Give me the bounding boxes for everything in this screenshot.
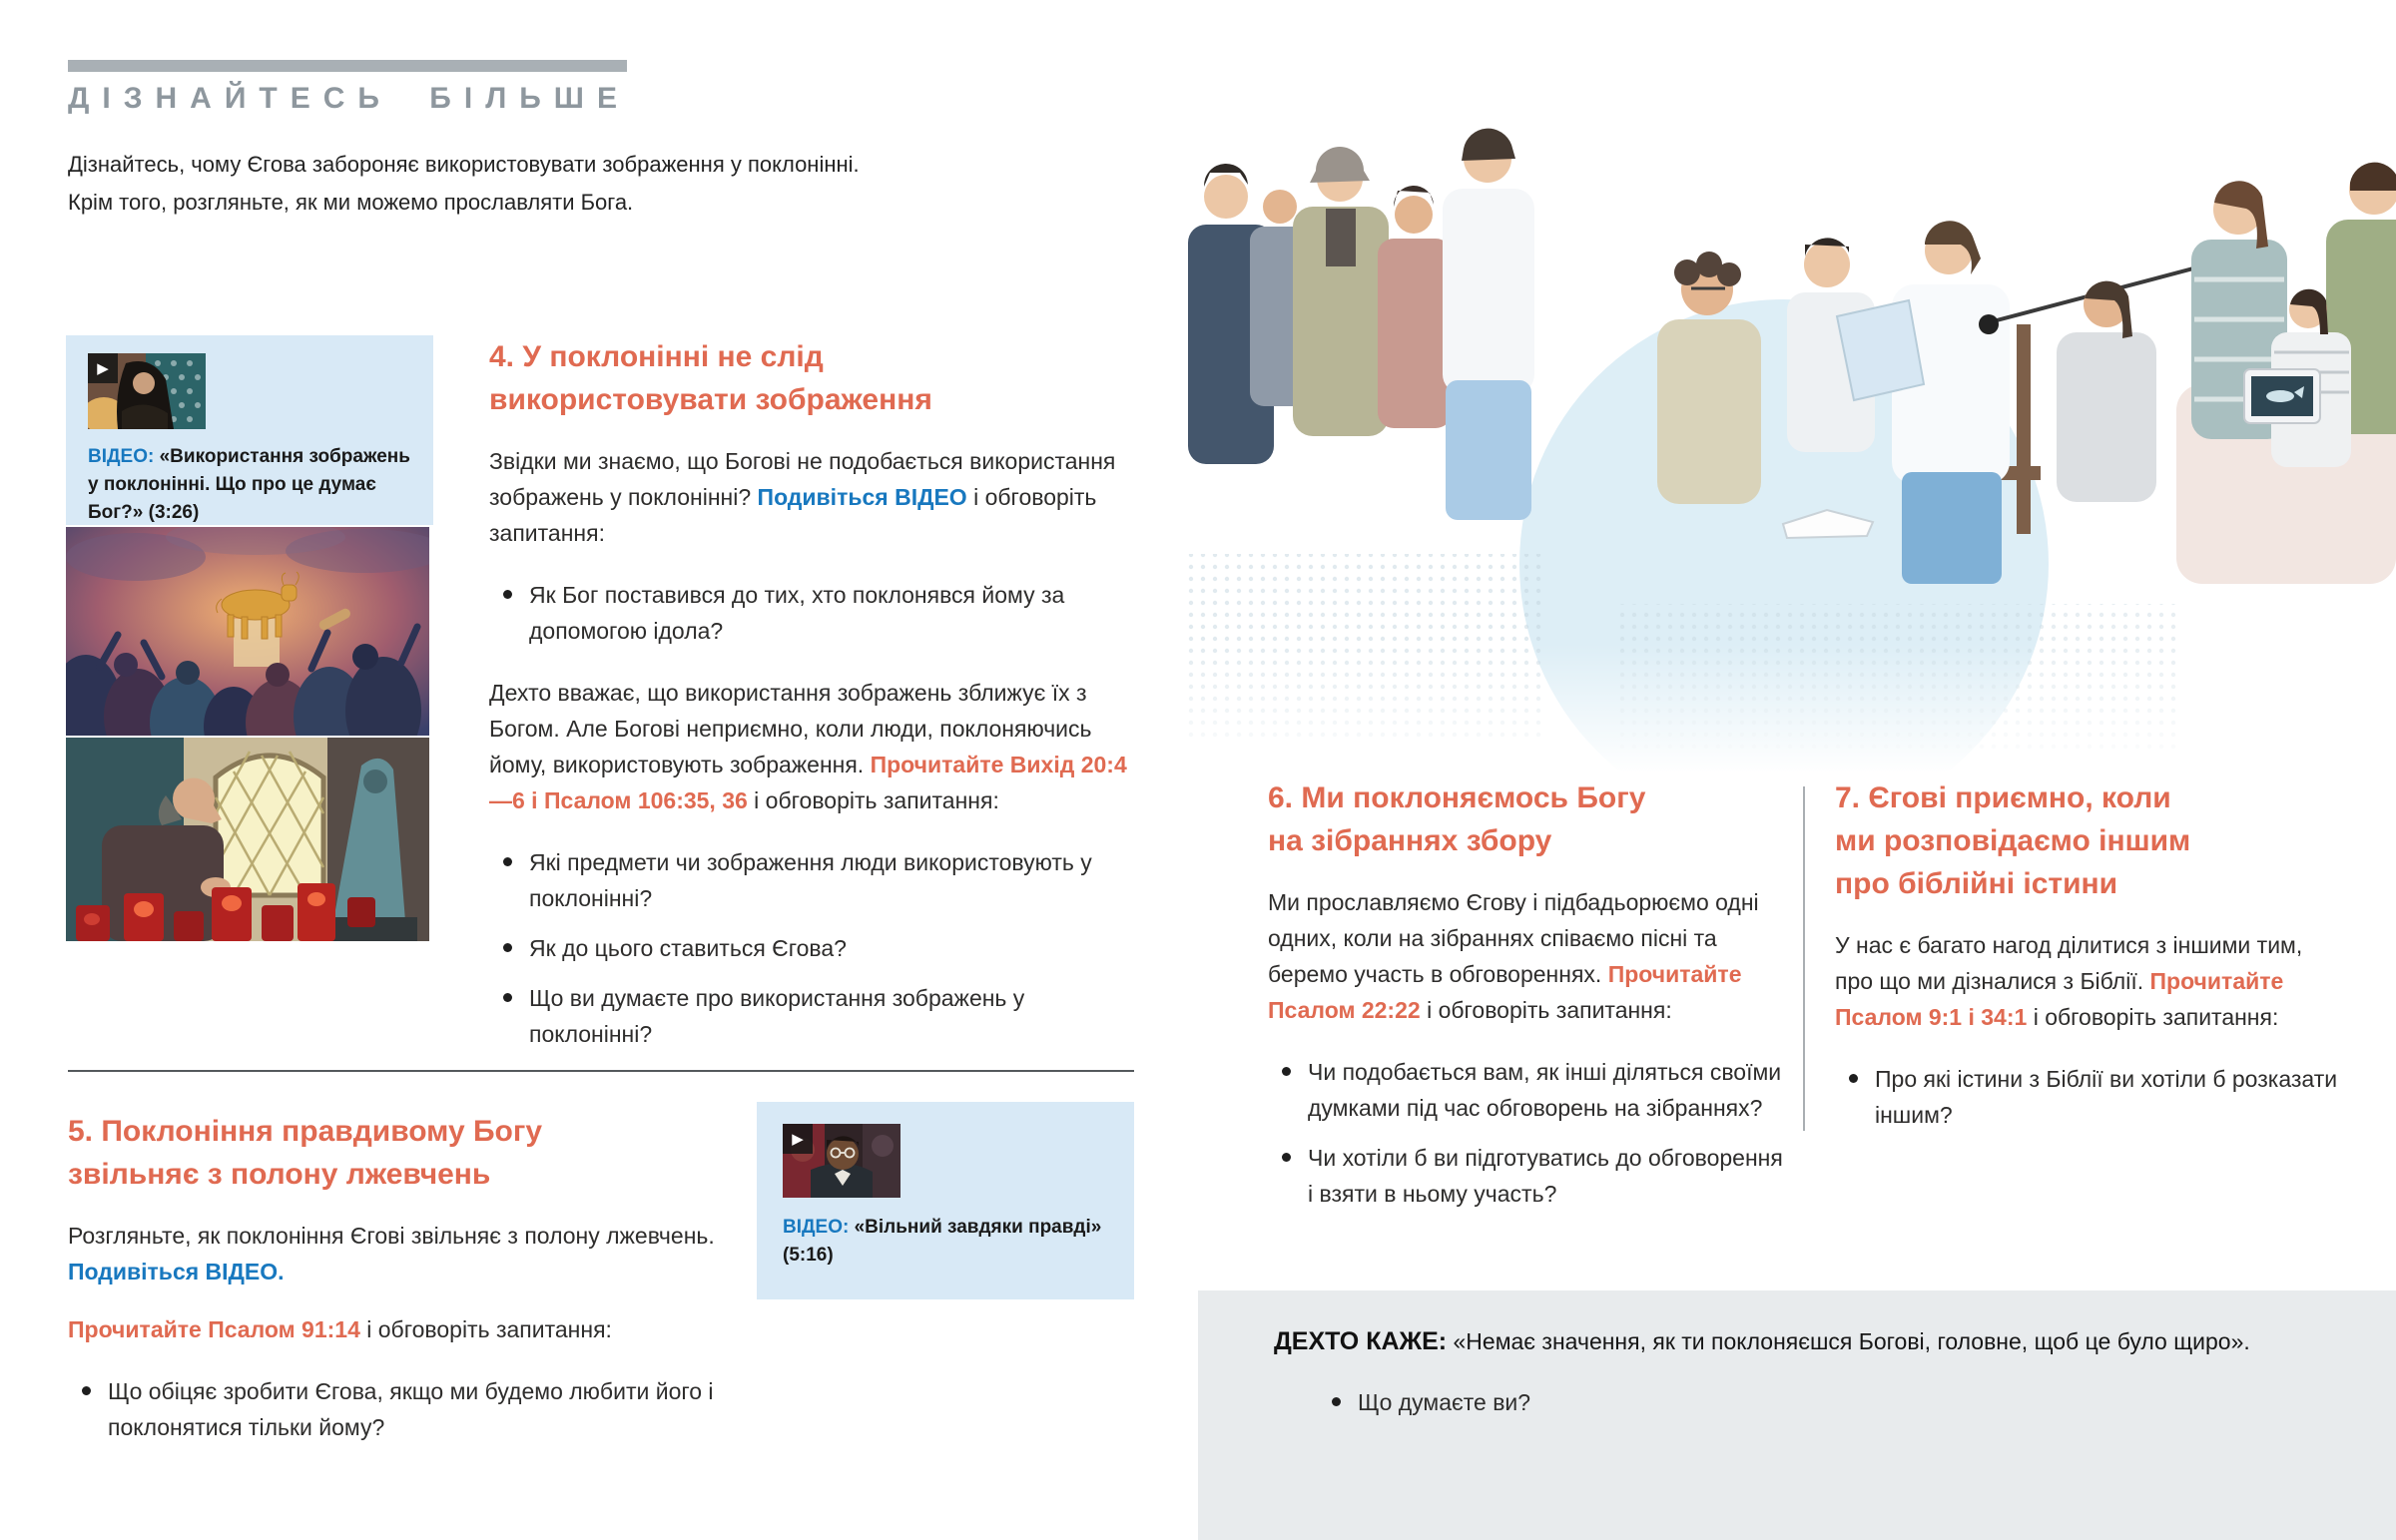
video-title: «Використання зображень у поклонінні. Що про це думає Бог?» (3:26) xyxy=(88,446,410,523)
some-say-text: «Немає значення, як ти поклоняєшся Богові, головне, щоб це було щиро». xyxy=(1447,1328,2250,1354)
section-7-bullets xyxy=(1835,1061,2346,1133)
play-icon[interactable]: ▶ xyxy=(783,1124,813,1154)
congregation-art xyxy=(1188,85,2396,773)
section-7-paragraph xyxy=(1835,927,2346,1035)
congregation-illustration xyxy=(1188,85,2396,773)
intro-line: Дізнайтесь, чому Єгова забороняє використовувати зображення у поклонінні. xyxy=(68,152,860,177)
some-say-bullets xyxy=(1318,1384,2336,1420)
paragraph-text: Дехто вважає, що використання зображень зближує їх з Богом. Але Богові неприємно, коли люди, поклоняючись йому, використовують зображення. xyxy=(489,680,1092,777)
video-box-2 xyxy=(757,1102,1134,1299)
man-praying-image xyxy=(66,738,429,941)
heading-line: про біблійні істини xyxy=(1835,867,2118,900)
heading-line: 7. Єгові приємно, коли xyxy=(1835,781,2171,814)
heading-line: 6. Ми поклоняємось Богу xyxy=(1268,781,1646,814)
section-5-bullets xyxy=(68,1373,717,1445)
list-item: Про які істини з Біблії ви хотіли б розказати іншим? xyxy=(1847,1061,2346,1133)
column-divider xyxy=(1803,786,1805,1131)
paragraph-text: Розгляньте, як поклоніння Єгові звільняє з полону лжевчень. xyxy=(68,1223,715,1249)
watch-video-link[interactable]: Подивіться ВІДЕО xyxy=(757,484,967,510)
watch-video-link[interactable]: Подивіться ВІДЕО. xyxy=(68,1259,285,1284)
list-item: Що ви думаєте про використання зображень у поклонінні? xyxy=(501,980,1148,1052)
section-divider-rule xyxy=(68,1070,1134,1072)
video-thumbnail-2[interactable] xyxy=(783,1124,900,1198)
list-item: Що обіцяє зробити Єгова, якщо ми будемо любити його і поклонятися тільки йому? xyxy=(80,1373,717,1445)
video-caption-2 xyxy=(783,1214,1114,1270)
video-label: ВІДЕО: xyxy=(88,446,155,467)
heading-line: ми розповідаємо іншим xyxy=(1835,824,2191,857)
scripture-link[interactable]: Прочитайте Псалом 22:22 xyxy=(1268,961,1742,1023)
heading-line: на зібраннях збору xyxy=(1268,824,1552,857)
heading-line: 4. У поклонінні не слід xyxy=(489,340,824,373)
paragraph-text: У нас є багато нагод ділитися з іншими тим, про що ми дізналися з Біблії. xyxy=(1835,932,2303,994)
section-4-bullets-1 xyxy=(489,577,1148,649)
section-7 xyxy=(1835,776,2346,1159)
paragraph-text: Ми прославляємо Єгову і підбадьорюємо одні одних, коли на зібраннях співаємо пісні та беремо участь в обговореннях. xyxy=(1268,889,1759,987)
section-5 xyxy=(68,1110,717,1471)
list-item: Як Бог поставився до тих, хто поклонявся йому за допомогою ідола? xyxy=(501,577,1148,649)
paragraph-text: і обговоріть запитання: xyxy=(489,484,1097,546)
some-say-line xyxy=(1274,1324,2336,1358)
some-say-label: ДЕХТО КАЖЕ: xyxy=(1274,1327,1448,1355)
section-6-paragraph xyxy=(1268,884,1787,1028)
video-title: «Вільний завдяки правді» (5:16) xyxy=(783,1217,1102,1266)
video-thumbnail-1[interactable] xyxy=(88,353,206,429)
video-box-1 xyxy=(66,335,433,525)
section-6-bullets xyxy=(1268,1054,1787,1212)
scripture-link[interactable]: Прочитайте Псалом 9:1 і 34:1 xyxy=(1835,968,2284,1030)
paragraph-text: Звідки ми знаємо, що Богові не подобається використання зображень у поклонінні? xyxy=(489,448,1116,510)
golden-calf-art xyxy=(66,527,429,736)
list-item: Чи хотіли б ви підготуватись до обговорення і взяти в ньому участь? xyxy=(1280,1140,1787,1212)
family-group xyxy=(2176,163,2396,584)
section-5-paragraph-1 xyxy=(68,1218,717,1289)
list-item: Як до цього ставиться Єгова? xyxy=(501,930,1148,966)
paragraph-text: і обговоріть запитання: xyxy=(2027,1004,2279,1030)
section-5-paragraph-2 xyxy=(68,1311,717,1347)
heading-line: звільняє з полону лжевчень xyxy=(68,1158,491,1191)
video-label: ВІДЕО: xyxy=(783,1217,850,1238)
page-kicker: ДІЗНАЙТЕСЬ БІЛЬШЕ xyxy=(68,82,630,115)
heading-line: 5. Поклоніння правдивому Богу xyxy=(68,1115,543,1148)
paragraph-text: і обговоріть запитання: xyxy=(1420,997,1672,1023)
man-praying-art xyxy=(66,738,429,941)
video-caption-1 xyxy=(88,443,419,527)
section-7-heading xyxy=(1835,776,2346,905)
intro-paragraph xyxy=(68,146,860,222)
section-4-paragraph-2 xyxy=(489,675,1148,818)
intro-line: Крім того, розгляньте, як ми можемо прославляти Бога. xyxy=(68,190,634,215)
section-4 xyxy=(489,335,1148,1078)
section-4-bullets-2 xyxy=(489,844,1148,1052)
section-4-paragraph-1 xyxy=(489,443,1148,551)
list-item: Чи подобається вам, як інші діляться своїми думками під час обговорень на зібраннях? xyxy=(1280,1054,1787,1126)
kicker-bar xyxy=(68,60,627,72)
section-4-heading xyxy=(489,335,1148,421)
list-item: Що думаєте ви? xyxy=(1330,1384,2336,1420)
scripture-link[interactable]: Прочитайте Псалом 91:14 xyxy=(68,1316,360,1342)
heading-line: використовувати зображення xyxy=(489,383,932,416)
section-5-heading xyxy=(68,1110,717,1196)
play-icon[interactable]: ▶ xyxy=(88,353,118,383)
paragraph-text: і обговоріть запитання: xyxy=(359,1316,612,1342)
paragraph-text: і обговоріть запитання: xyxy=(747,787,999,813)
list-item: Які предмети чи зображення люди використовують у поклонінні? xyxy=(501,844,1148,916)
scripture-link[interactable]: Прочитайте Вихід 20:4—6 і Псалом 106:35, 36 xyxy=(489,752,1127,813)
section-6-heading xyxy=(1268,776,1787,862)
golden-calf-image xyxy=(66,527,429,736)
singing-group xyxy=(1188,129,1534,520)
section-6 xyxy=(1268,776,1787,1238)
some-say-box xyxy=(1198,1290,2396,1540)
